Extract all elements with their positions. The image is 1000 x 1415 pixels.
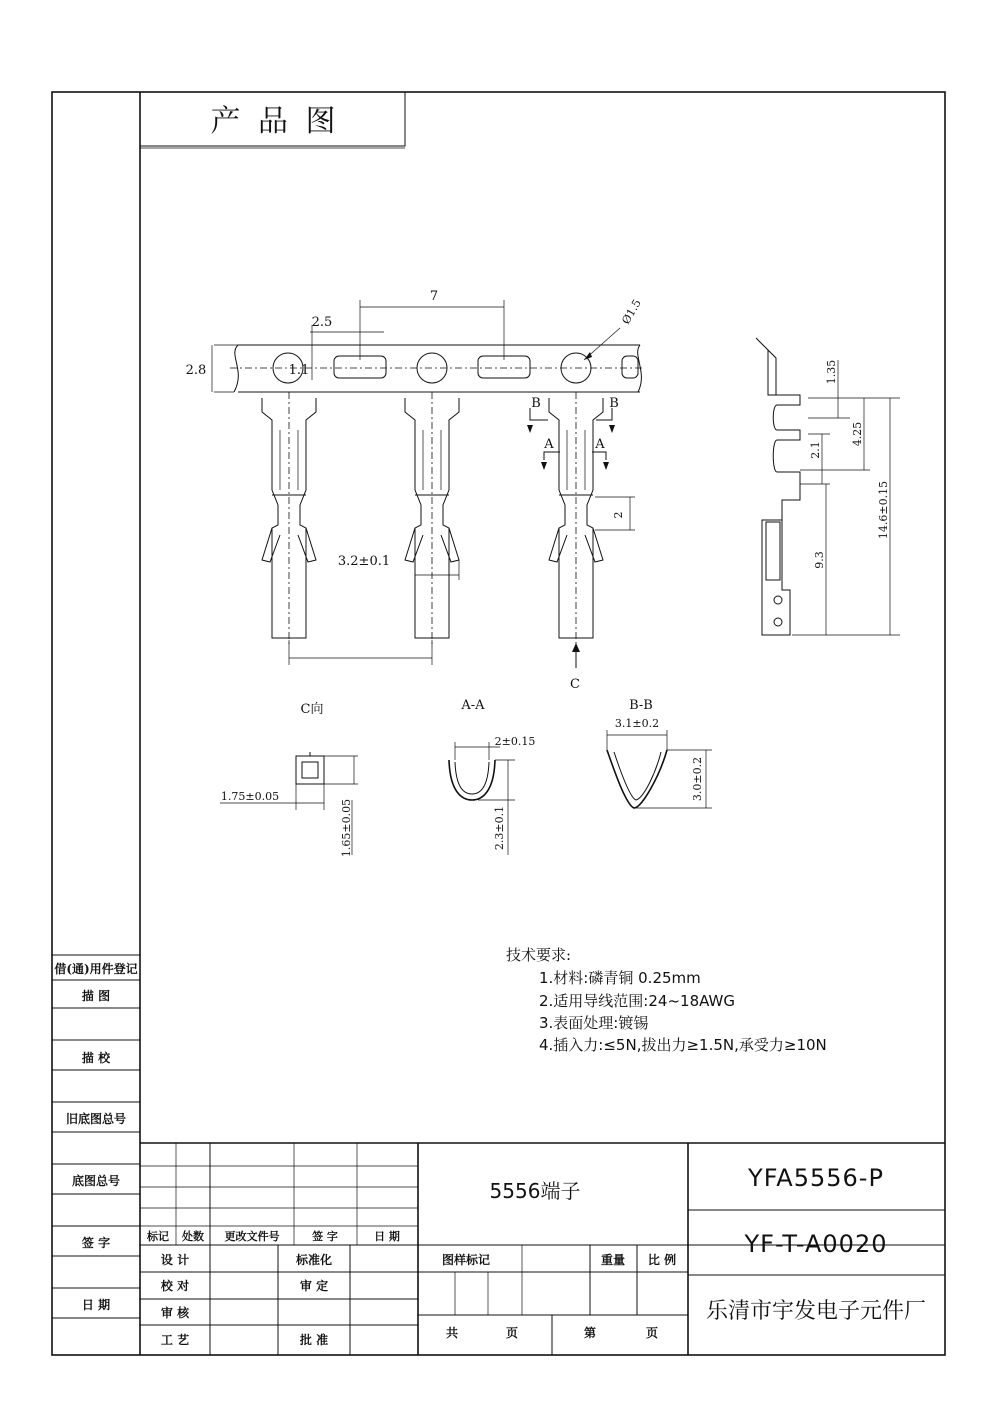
dim-pitch: 7 — [429, 289, 439, 304]
requirement-1: 1.材料:磷青铜 0.25mm — [539, 969, 701, 987]
tb-audit: 审 核 — [160, 1306, 190, 1320]
requirement-2: 2.适用导线范围:24~18AWG — [539, 992, 736, 1010]
requirement-4: 4.插入力:≤5N,拔出力≥1.5N,承受力≥10N — [539, 1036, 827, 1054]
dim-side-135: 1.35 — [825, 359, 838, 385]
tb-total: 共 — [445, 1326, 459, 1340]
dim-c-height: 1.65±0.05 — [340, 798, 353, 858]
check-label: 描 校 — [81, 1051, 111, 1065]
old-no-label: 旧底图总号 — [65, 1112, 127, 1126]
tb-mark: 标记 — [147, 1230, 169, 1243]
date-label: 日 期 — [81, 1298, 111, 1312]
tb-doc: 更改文件号 — [224, 1230, 280, 1243]
section-a-right: A — [595, 437, 605, 452]
page-title: 产 品 图 — [210, 104, 340, 139]
base-no-label: 底图总号 — [71, 1174, 121, 1188]
dim-bb-height: 3.0±0.2 — [691, 756, 704, 802]
tb-sig: 签 字 — [312, 1230, 338, 1243]
section-b-left: B — [531, 396, 541, 411]
dim-side-21: 2.1 — [809, 441, 822, 459]
left-register-grid — [52, 955, 140, 1318]
terminal-1 — [262, 392, 316, 645]
aa-view-title: A-A — [461, 698, 485, 713]
tb-standard: 标准化 — [295, 1253, 333, 1267]
tb-design: 设 计 — [160, 1253, 190, 1267]
part-name: 5556端子 — [489, 1179, 581, 1203]
dim-c-width: 1.75±0.05 — [220, 790, 280, 803]
tb-day: 日 期 — [374, 1230, 400, 1243]
dim-strip-width: 2.8 — [185, 363, 207, 378]
dim-barb: 2 — [612, 511, 625, 519]
tb-review: 审 定 — [299, 1279, 329, 1293]
terminal-3 — [549, 392, 603, 645]
dim-offset: 2.5 — [311, 315, 333, 330]
tb-approve: 批 准 — [299, 1333, 329, 1347]
section-a-left: A — [544, 437, 554, 452]
tb-proof: 校 对 — [160, 1279, 190, 1293]
company-name: 乐清市宇发电子元件厂 — [705, 1299, 927, 1324]
terminal-2 — [405, 392, 459, 645]
tb-count: 处数 — [182, 1230, 204, 1243]
tb-craft: 工 艺 — [160, 1333, 190, 1347]
dim-hole-dia: Ø1.5 — [619, 297, 644, 327]
dim-side-93: 9.3 — [813, 551, 826, 569]
view-c-arrow — [572, 643, 580, 668]
tb-nth: 第 — [583, 1326, 597, 1340]
dim-aa-height: 2.3±0.1 — [493, 805, 506, 851]
c-view-title: C向 — [300, 702, 324, 717]
front-dimensions — [212, 300, 635, 665]
register-label: 借(通)用件登记 — [54, 962, 138, 976]
dim-side-146: 14.6±0.15 — [877, 480, 890, 540]
dim-aa-width: 2±0.15 — [494, 735, 536, 748]
dim-side-425: 4.25 — [851, 421, 864, 447]
requirement-3: 3.表面处理:镀锡 — [539, 1014, 649, 1032]
document-number: YF-T-A0020 — [744, 1230, 888, 1258]
tb-page-2: 页 — [645, 1326, 659, 1340]
tb-weight: 重量 — [600, 1253, 626, 1267]
dim-hole-gap: 1.1 — [288, 363, 310, 378]
dim-bb-width: 3.1±0.2 — [614, 717, 660, 730]
c-view — [220, 752, 358, 858]
tb-page: 页 — [505, 1326, 519, 1340]
view-c-label: C — [570, 677, 580, 692]
bb-view-title: B-B — [629, 698, 653, 713]
requirements-heading: 技术要求: — [506, 946, 572, 964]
product-code: YFA5556-P — [748, 1164, 884, 1192]
tb-drawing-mark: 图样标记 — [441, 1253, 491, 1267]
trace-label: 描 图 — [81, 989, 111, 1003]
sign-label: 签 字 — [81, 1236, 111, 1250]
section-b-right: B — [609, 396, 619, 411]
tb-scale: 比 例 — [647, 1253, 677, 1267]
dim-inner-width: 3.2±0.1 — [337, 554, 391, 569]
